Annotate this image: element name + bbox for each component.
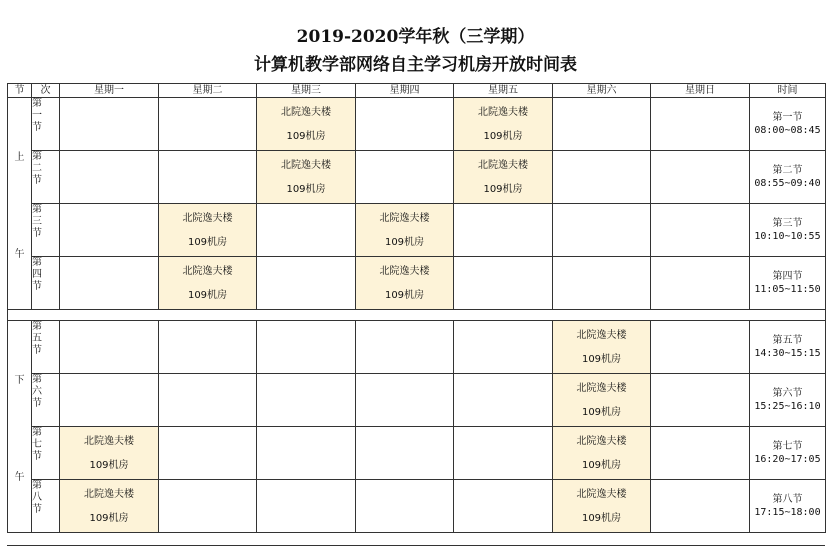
slot-label [32, 204, 60, 257]
empty-cell [651, 151, 750, 204]
header-day-mon: 星期一 [60, 84, 159, 98]
room-name: 109机房 [286, 183, 326, 195]
slot-name: 第二节 [772, 165, 803, 176]
empty-cell [553, 151, 651, 204]
empty-cell [356, 374, 454, 427]
empty-cell [356, 427, 454, 480]
empty-cell [60, 98, 159, 151]
table-row [8, 374, 826, 427]
empty-cell [651, 257, 750, 310]
bottom-divider [7, 545, 825, 546]
slot-time-range: 08:55~09:40 [754, 178, 821, 189]
building-name: 北院逸夫楼 [576, 329, 627, 341]
empty-cell [356, 480, 454, 533]
slot-label-char: 节 [32, 122, 42, 133]
slot-label-char: 第 [32, 151, 42, 162]
slot-label-char: 节 [32, 281, 42, 292]
table-row [8, 480, 826, 533]
half-day-am [8, 98, 32, 310]
room-name: 109机房 [384, 236, 425, 248]
room-name: 109机房 [581, 353, 622, 365]
slot-label-char: 节 [32, 451, 42, 462]
room-name: 109机房 [89, 459, 129, 471]
empty-cell [651, 321, 750, 374]
slot-time [750, 98, 826, 151]
slot-label-char: 节 [32, 175, 42, 186]
slot-label [32, 480, 60, 533]
slot-label-char: 第 [32, 204, 42, 215]
slot-time-range: 11:05~11:50 [754, 284, 821, 295]
slot-label [32, 257, 60, 310]
empty-cell [356, 98, 454, 151]
header-day-tue: 星期二 [159, 84, 257, 98]
open-lab-cell [553, 427, 651, 480]
empty-cell [454, 257, 553, 310]
slot-time-range: 16:20~17:05 [754, 454, 821, 465]
slot-label-char: 节 [32, 345, 42, 356]
empty-cell [454, 204, 553, 257]
slot-label-char: 三 [32, 216, 42, 227]
empty-cell [257, 257, 356, 310]
table-row [8, 151, 826, 204]
building-name: 北院逸夫楼 [576, 435, 627, 447]
slot-time [750, 427, 826, 480]
table-row [8, 321, 826, 374]
slot-label-char: 第 [32, 374, 42, 385]
empty-cell [356, 151, 454, 204]
table-header-row [8, 84, 826, 98]
slot-time [750, 480, 826, 533]
open-lab-cell [60, 427, 159, 480]
slot-label-char: 第 [32, 427, 42, 438]
slot-time [750, 204, 826, 257]
building-name: 北院逸夫楼 [576, 382, 627, 394]
empty-cell [454, 427, 553, 480]
slot-time-range: 08:00~08:45 [754, 125, 821, 136]
slot-label-char: 二 [32, 163, 42, 174]
building-name: 北院逸夫楼 [478, 159, 528, 171]
header-day-sun: 星期日 [651, 84, 750, 98]
empty-cell [159, 374, 257, 427]
slot-name: 第五节 [772, 335, 803, 346]
empty-cell [60, 151, 159, 204]
slot-label-char: 七 [32, 439, 42, 450]
room-name: 109机房 [384, 289, 425, 301]
empty-cell [257, 427, 356, 480]
slot-label-char: 第 [32, 98, 42, 109]
slot-label-char: 四 [32, 269, 42, 280]
empty-cell [553, 204, 651, 257]
header-day-wed: 星期三 [257, 84, 356, 98]
empty-cell [454, 321, 553, 374]
building-name: 北院逸夫楼 [182, 265, 233, 277]
slot-label-char: 六 [32, 386, 42, 397]
open-lab-cell [553, 480, 651, 533]
empty-cell [60, 321, 159, 374]
slot-label [32, 321, 60, 374]
open-lab-cell [454, 151, 553, 204]
slot-name: 第四节 [772, 271, 803, 282]
open-lab-cell [553, 321, 651, 374]
slot-time [750, 257, 826, 310]
schedule-table [7, 83, 826, 533]
half-day-char: 午 [14, 471, 25, 483]
slot-label [32, 374, 60, 427]
building-name: 北院逸夫楼 [182, 212, 233, 224]
building-name: 北院逸夫楼 [84, 488, 134, 500]
empty-cell [651, 204, 750, 257]
open-lab-cell [454, 98, 553, 151]
open-lab-cell [257, 98, 356, 151]
empty-cell [60, 257, 159, 310]
slot-label-char: 第 [32, 321, 42, 332]
empty-cell [257, 321, 356, 374]
building-name: 北院逸夫楼 [281, 159, 331, 171]
slot-name: 第一节 [772, 112, 803, 123]
half-day-char: 上 [14, 151, 25, 163]
room-name: 109机房 [89, 512, 129, 524]
empty-cell [60, 374, 159, 427]
slot-time [750, 374, 826, 427]
slot-label-char: 节 [32, 228, 42, 239]
empty-cell [553, 257, 651, 310]
noon-break-cell [8, 310, 826, 321]
table-row [8, 427, 826, 480]
open-lab-cell [356, 204, 454, 257]
empty-cell [257, 204, 356, 257]
slot-label-char: 一 [32, 110, 42, 121]
room-name: 109机房 [483, 183, 523, 195]
building-name: 北院逸夫楼 [379, 265, 430, 277]
room-name: 109机房 [187, 289, 228, 301]
slot-name: 第三节 [772, 218, 803, 229]
empty-cell [553, 98, 651, 151]
slot-label-char: 五 [32, 333, 42, 344]
empty-cell [651, 98, 750, 151]
empty-cell [454, 374, 553, 427]
header-day-thu: 星期四 [356, 84, 454, 98]
header-day-sat: 星期六 [553, 84, 651, 98]
empty-cell [454, 480, 553, 533]
open-lab-cell [159, 204, 257, 257]
header-time: 时间 [750, 84, 826, 98]
building-name: 北院逸夫楼 [478, 106, 528, 118]
slot-time-range: 10:10~10:55 [754, 231, 821, 242]
open-lab-cell [356, 257, 454, 310]
half-day-char: 午 [14, 248, 25, 260]
half-day-pm [8, 321, 32, 533]
table-row [8, 204, 826, 257]
slot-label [32, 98, 60, 151]
table-row [8, 98, 826, 151]
half-day-char: 下 [14, 374, 25, 386]
empty-cell [356, 321, 454, 374]
slot-label-char: 八 [32, 492, 42, 503]
empty-cell [159, 321, 257, 374]
slot-name: 第八节 [772, 494, 803, 505]
building-name: 北院逸夫楼 [281, 106, 331, 118]
open-lab-cell [553, 374, 651, 427]
empty-cell [159, 427, 257, 480]
slot-label [32, 151, 60, 204]
slot-name: 第七节 [772, 441, 803, 452]
room-name: 109机房 [581, 512, 622, 524]
empty-cell [159, 480, 257, 533]
room-name: 109机房 [581, 459, 622, 471]
room-name: 109机房 [581, 406, 622, 418]
empty-cell [60, 204, 159, 257]
empty-cell [651, 480, 750, 533]
slot-time-range: 17:15~18:00 [754, 507, 821, 518]
building-name: 北院逸夫楼 [379, 212, 430, 224]
slot-label-char: 第 [32, 257, 42, 268]
empty-cell [159, 98, 257, 151]
empty-cell [651, 374, 750, 427]
slot-label-char: 节 [32, 504, 42, 515]
empty-cell [159, 151, 257, 204]
slot-time [750, 321, 826, 374]
slot-time-range: 15:25~16:10 [754, 401, 821, 412]
noon-break-row [8, 310, 826, 321]
slot-time-range: 14:30~15:15 [754, 348, 821, 359]
slot-time [750, 151, 826, 204]
slot-label [32, 427, 60, 480]
open-lab-cell [60, 480, 159, 533]
header-ci: 次 [32, 84, 60, 98]
slot-label-char: 第 [32, 480, 42, 491]
slot-name: 第六节 [772, 388, 803, 399]
room-name: 109机房 [187, 236, 228, 248]
room-name: 109机房 [483, 130, 523, 142]
empty-cell [651, 427, 750, 480]
slot-label-char: 节 [32, 398, 42, 409]
room-name: 109机房 [286, 130, 326, 142]
header-jie: 节 [8, 84, 32, 98]
building-name: 北院逸夫楼 [576, 488, 627, 500]
page-title: 计算机教学部网络自主学习机房开放时间表 [254, 55, 577, 75]
empty-cell [257, 480, 356, 533]
header-day-fri: 星期五 [454, 84, 553, 98]
open-lab-cell [257, 151, 356, 204]
page-title-year: 2019-2020学年秋（三学期） [296, 27, 535, 47]
open-lab-cell [159, 257, 257, 310]
table-row [8, 257, 826, 310]
empty-cell [257, 374, 356, 427]
building-name: 北院逸夫楼 [84, 435, 134, 447]
